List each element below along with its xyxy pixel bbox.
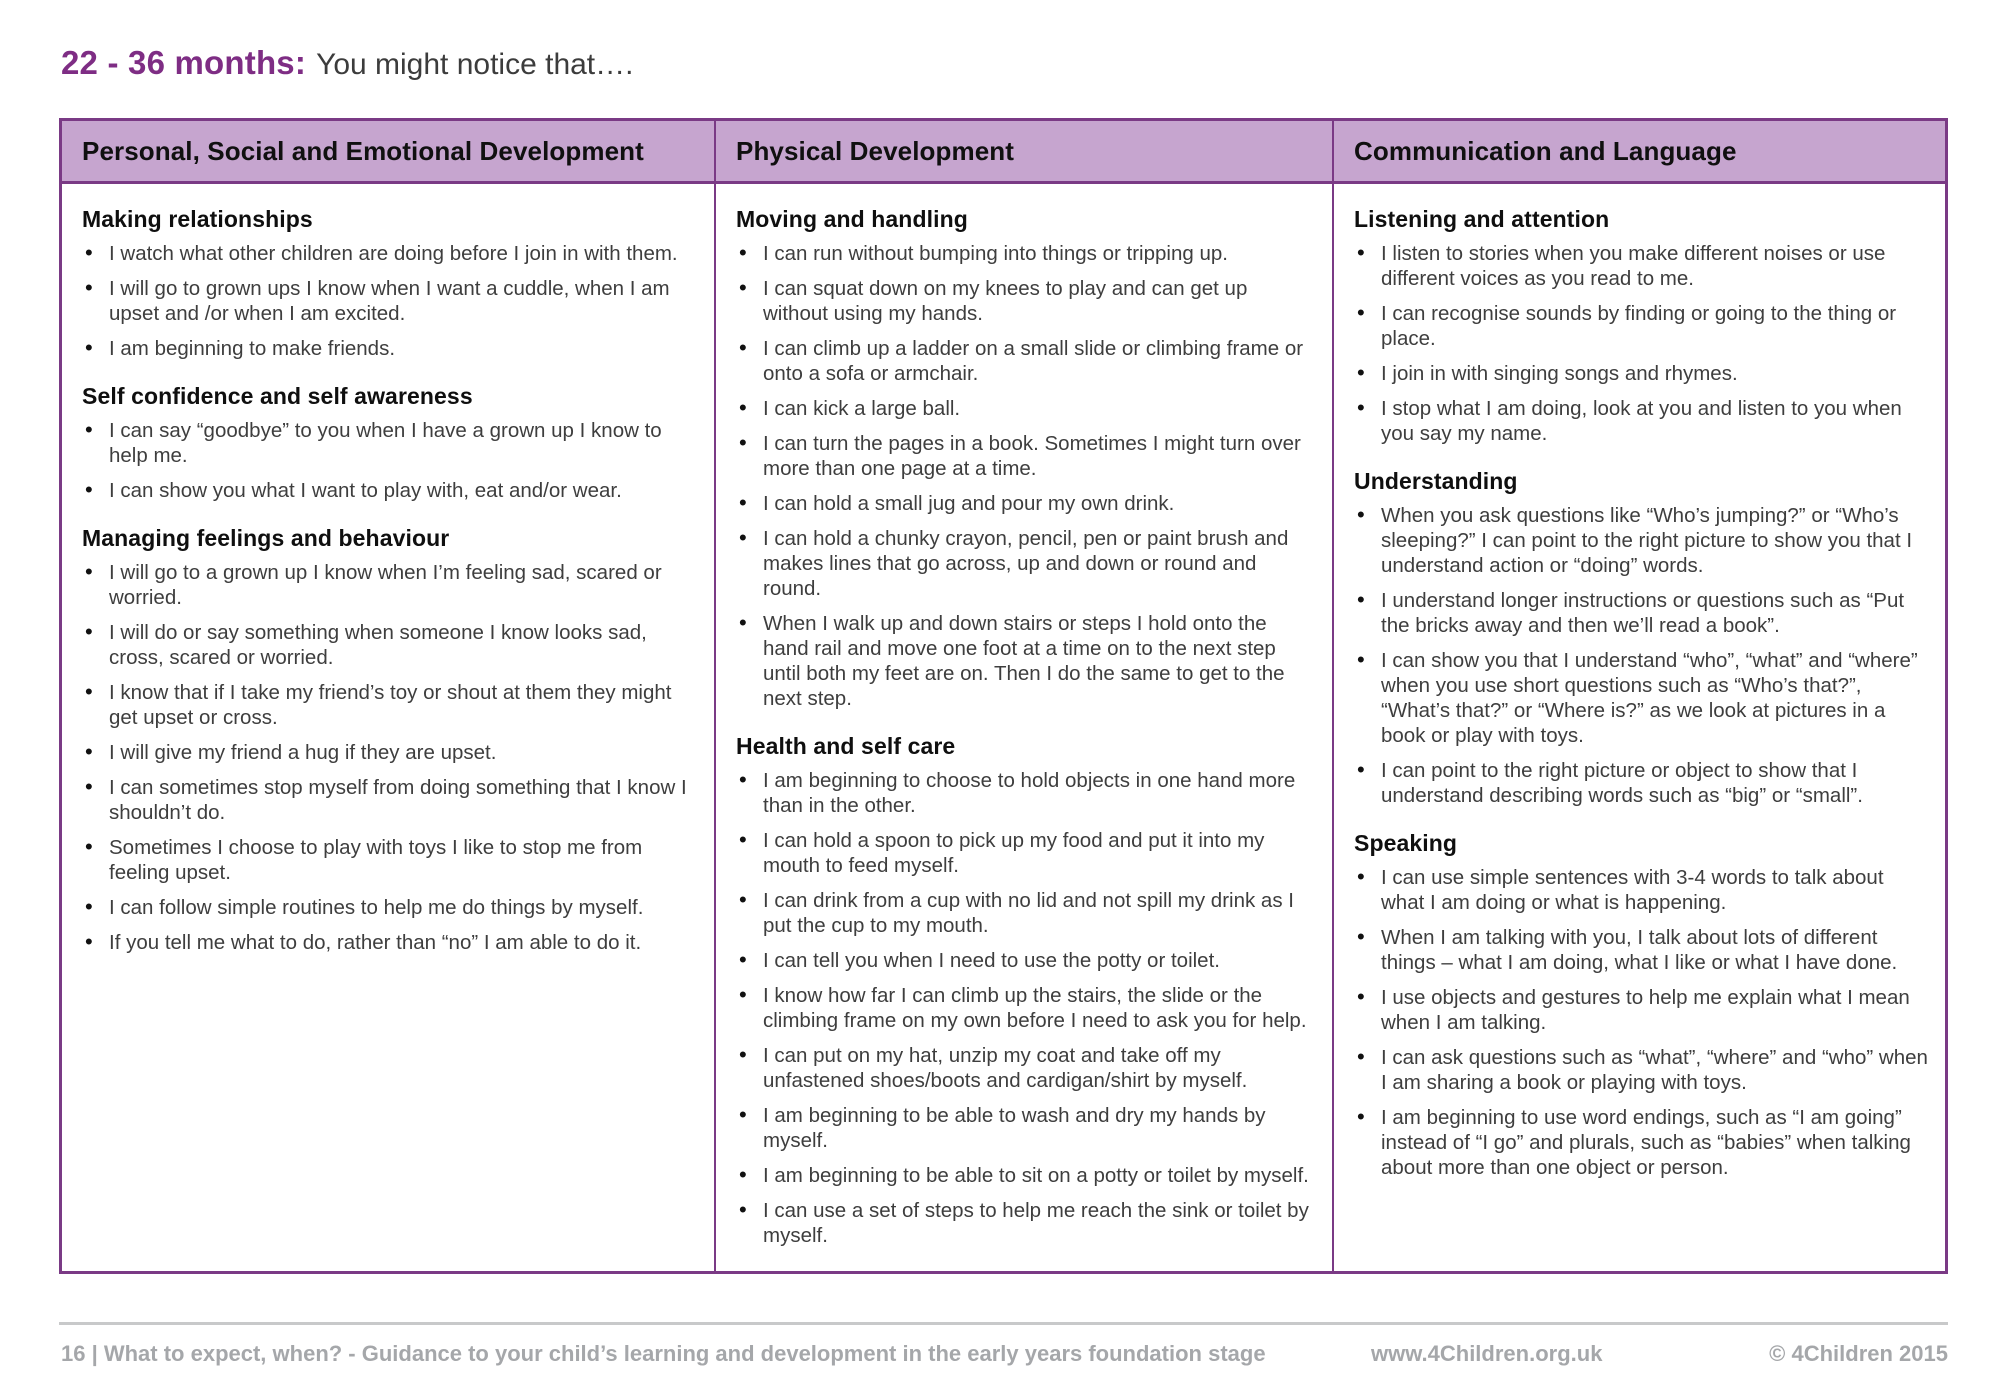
section-heading-managing-feelings: Managing feelings and behaviour [82, 525, 450, 551]
bullet-list [82, 418, 698, 503]
bullet-list [1354, 241, 1929, 446]
column-body-pd [716, 184, 1332, 1258]
bullet-item: • I will do or say something when someone I know looks sad, cross, scared or worried. [82, 620, 698, 670]
bullet-item: • I will give my friend a hug if they are upset. [82, 740, 698, 765]
bullet-item: • I can drink from a cup with no lid and not spill my drink as I put the cup to my mouth. [736, 888, 1316, 938]
bullet-list [736, 768, 1316, 1248]
bullet-item: • I can hold a spoon to pick up my food and put it into my mouth to feed myself. [736, 828, 1316, 878]
bullet-list [1354, 503, 1929, 808]
bullet-item: • If you tell me what to do, rather than “no” I am able to do it. [82, 930, 698, 955]
column-personal-social-emotional [62, 121, 714, 1271]
bullet-item: • I use objects and gestures to help me explain what I mean when I am talking. [1354, 985, 1929, 1035]
bullet-item: • I can show you what I want to play with, eat and/or wear. [82, 478, 698, 503]
bullet-item: • I can sometimes stop myself from doing something that I know I shouldn’t do. [82, 775, 698, 825]
bullet-item: • Sometimes I choose to play with toys I like to stop me from feeling upset. [82, 835, 698, 885]
bullet-item: • I stop what I am doing, look at you and listen to you when you say my name. [1354, 396, 1929, 446]
bullet-item: • I can squat down on my knees to play and can get up without using my hands. [736, 276, 1316, 326]
bullet-item: • When I am talking with you, I talk about lots of different things – what I am doing, what I like or what I have done. [1354, 925, 1929, 975]
bullet-item: • I watch what other children are doing before I join in with them. [82, 241, 698, 266]
footer-document-title: 16 | What to expect, when? - Guidance to your child’s learning and development in the early years foundation stage [61, 1341, 1266, 1366]
bullet-list [82, 241, 698, 361]
bullet-item: • I can kick a large ball. [736, 396, 1316, 421]
bullet-item: • I am beginning to make friends. [82, 336, 698, 361]
bullet-item: • I know that if I take my friend’s toy or shout at them they might get upset or cross. [82, 680, 698, 730]
page-title [61, 44, 1948, 82]
bullet-item: • I am beginning to be able to wash and dry my hands by myself. [736, 1103, 1316, 1153]
footer-website-url: www.4Children.org.uk [1371, 1341, 1603, 1366]
bullet-item: • I can recognise sounds by finding or going to the thing or place. [1354, 301, 1929, 351]
bullet-item: • I can hold a small jug and pour my own drink. [736, 491, 1316, 516]
bullet-item: • I can tell you when I need to use the potty or toilet. [736, 948, 1316, 973]
bullet-list [82, 560, 698, 955]
section-heading-speaking: Speaking [1354, 830, 1458, 856]
bullet-item: • I join in with singing songs and rhymes. [1354, 361, 1929, 386]
bullet-item: • I can use simple sentences with 3-4 words to talk about what I am doing or what is happening. [1354, 865, 1929, 915]
bullet-item: • I understand longer instructions or questions such as “Put the bricks away and then we’ll read a book”. [1354, 588, 1929, 638]
bullet-item: • When you ask questions like “Who’s jumping?” or “Who’s sleeping?” I can point to the right picture to show you that I understand action or “doing” words. [1354, 503, 1929, 578]
bullet-item: • I know how far I can climb up the stairs, the slide or the climbing frame on my own before I need to ask you for help. [736, 983, 1316, 1033]
age-range-label: 22 - 36 months: [61, 44, 307, 81]
column-communication-language [1332, 121, 1945, 1271]
column-header-cl: Communication and Language [1334, 121, 1945, 184]
bullet-item: • I can turn the pages in a book. Sometimes I might turn over more than one page at a time. [736, 431, 1316, 481]
document-page [59, 0, 1948, 1274]
column-header-pd: Physical Development [716, 121, 1332, 184]
column-body-psed [62, 184, 714, 965]
bullet-list [736, 241, 1316, 711]
page-footer [59, 1322, 1948, 1366]
bullet-item: • I can hold a chunky crayon, pencil, pen or paint brush and makes lines that go across, up and down or round and round. [736, 526, 1316, 601]
column-header-psed: Personal, Social and Emotional Development [62, 121, 714, 184]
title-subtitle: You might notice that…. [316, 48, 634, 81]
footer-copyright: © 4Children 2015 [1769, 1341, 1948, 1366]
section-heading-self-confidence: Self confidence and self awareness [82, 383, 473, 409]
bullet-item: • I can ask questions such as “what”, “where” and “who” when I am sharing a book or playing with toys. [1354, 1045, 1929, 1095]
bullet-item: • When I walk up and down stairs or steps I hold onto the hand rail and move one foot at a time on to the next step until both my feet are on. Then I do the same to get to the next step. [736, 611, 1316, 711]
section-heading-health-self-care: Health and self care [736, 733, 956, 759]
bullet-item: • I can point to the right picture or object to show that I understand describing words such as “big” or “small”. [1354, 758, 1929, 808]
bullet-item: • I will go to a grown up I know when I’m feeling sad, scared or worried. [82, 560, 698, 610]
bullet-item: • I can put on my hat, unzip my coat and take off my unfastened shoes/boots and cardigan/shirt by myself. [736, 1043, 1316, 1093]
bullet-item: • I am beginning to choose to hold objects in one hand more than in the other. [736, 768, 1316, 818]
bullet-item: • I can climb up a ladder on a small slide or climbing frame or onto a sofa or armchair. [736, 336, 1316, 386]
section-heading-making-relationships: Making relationships [82, 206, 313, 232]
column-body-cl [1334, 184, 1945, 1190]
section-heading-understanding: Understanding [1354, 468, 1518, 494]
bullet-item: • I can run without bumping into things or tripping up. [736, 241, 1316, 266]
bullet-item: • I can show you that I understand “who”, “what” and “where” when you use short questions such as “Who’s that?”, “What’s that?” or “Where is?” as we look at pictures in a book or play with toys. [1354, 648, 1929, 748]
bullet-item: • I will go to grown ups I know when I want a cuddle, when I am upset and /or when I am excited. [82, 276, 698, 326]
bullet-item: • I can say “goodbye” to you when I have a grown up I know to help me. [82, 418, 698, 468]
bullet-item: • I can follow simple routines to help me do things by myself. [82, 895, 698, 920]
section-heading-moving-handling: Moving and handling [736, 206, 968, 232]
column-physical-development [714, 121, 1332, 1271]
bullet-item: • I can use a set of steps to help me reach the sink or toilet by myself. [736, 1198, 1316, 1248]
section-heading-listening-attention: Listening and attention [1354, 206, 1610, 232]
bullet-item: • I am beginning to use word endings, such as “I am going” instead of “I go” and plurals, such as “babies” when talking about more than one object or person. [1354, 1105, 1929, 1180]
development-areas-table [59, 118, 1948, 1274]
bullet-item: • I listen to stories when you make different noises or use different voices as you read to me. [1354, 241, 1929, 291]
bullet-item: • I am beginning to be able to sit on a potty or toilet by myself. [736, 1163, 1316, 1188]
bullet-list [1354, 865, 1929, 1180]
